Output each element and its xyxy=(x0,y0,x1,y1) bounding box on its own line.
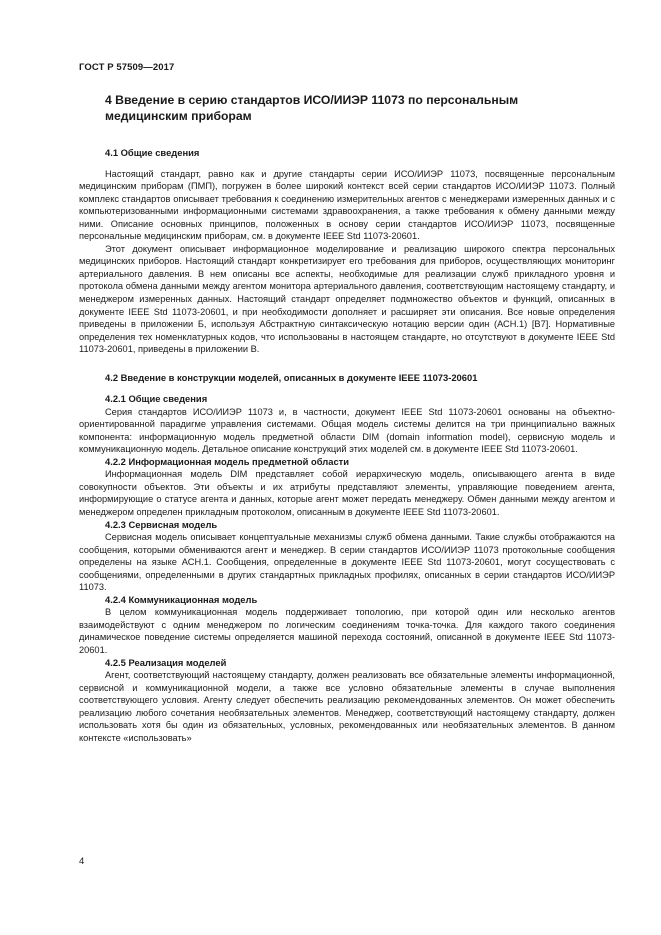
paragraph-4-2-5: Агент, соответствующий настоящему стандарту, должен реализовать все обязательные элементы информационной, сервисной и коммуникационной модели, а также все условно обязательные элементы в случае выполнения соответствующего условия. Агенту следует обеспечить реализацию рекомендованных элементов. Он может обеспечить реализацию любого сочетания необязательных элементов. Менеджер, соответствующий настоящему стандарту, должен использовать хотя бы один из обязательных, условных, рекомендованных или необязательных элементов. В данном контексте «использовать» xyxy=(79,670,615,743)
page-number: 4 xyxy=(79,856,85,867)
heading-4-2-1: 4.2.1 Общие сведения xyxy=(105,393,208,405)
paragraph-4-2-4: В целом коммуникационная модель поддерживает топологию, при которой один или несколько агентов взаимодействуют с одним менеджером по логическим соединениям точка-точка. Для каждого такого соединения динамическое поведение системы определяется машиной перехода состояний, описанной в документе IEEE Std 11073-20601. xyxy=(79,607,615,655)
paragraph-4-2-3: Сервисная модель описывает концептуальные механизмы служб обмена данными. Такие службы отображаются на сообщения, которыми обмениваются агент и менеджер. В серии стандартов ИСО/ИИЭР 11073 протокольные сообщения определены на языке АСН.1. Сообщения, определенные в документе IEEE Std 11073-20601, могут сосуществовать с сообщениями, определенными в других стандартных прикладных профилях, описанных в серии стандартов ИСО/ИИЭР 11073. xyxy=(79,532,615,593)
page-content xyxy=(79,92,615,744)
heading-4-1: 4.1 Общие сведения xyxy=(105,147,200,158)
section-title: 4 Введение в серию стандартов ИСО/ИИЭР 11073 по персональным медицинским приборам xyxy=(105,93,519,123)
heading-4-2-3: 4.2.3 Сервисная модель xyxy=(105,518,218,530)
paragraph-4-2-1: Серия стандартов ИСО/ИИЭР 11073 и, в частности, документ IEEE Std 11073-20601 основаны на объектно-ориентированной парадигме управления системами. Общая модель системы делится на три принципиально важных компонента: информационную модель предметной области DIM (domain information model), сервисную модель и коммуникационную модель. Детальное описание конструкций этих моделей см. в документе IEEE Std 11073-20601. xyxy=(79,406,615,455)
standard-header: ГОСТ Р 57509—2017 xyxy=(79,62,175,73)
paragraph-4-2-2: Информационная модель DIM представляет собой иерархическую модель, описывающего агента в виде совокупности объектов. Эти объекты и их атрибуты представляют элементы, управляющие поведением агента, информирующие о статусе агента и данных, которые агент может передать менеджеру. Обмен данными между агентом и менеджером определен прикладным протоколом, описанным в документе IEEE Std 11073-20601. xyxy=(79,469,615,518)
heading-4-2-2: 4.2.2 Информационная модель предметной области xyxy=(105,455,350,467)
heading-4-2: 4.2 Введение в конструкции моделей, описанных в документе IEEE 11073-20601 xyxy=(105,371,478,383)
heading-4-2-5: 4.2.5 Реализация моделей xyxy=(105,656,227,668)
paragraph-4-1-2: Этот документ описывает информационное моделирование и реализацию широкого спектра персональных медицинских приборов. Настоящий стандарт конкретизирует его требования для приборов, осуществляющих мониторинг артериального давления. В нем описаны все аспекты, необходимые для реализации служб прикладного уровня и протокола обмена данными между агентом монитора артериального давления, соответствующим настоящему стандарту, и менеджером измеренных данных. Настоящий стандарт определяет подмножество объектов и функций, описанных в документе IEEE Std 11073-20601, и при необходимости дополняет и расширяет эти описания. Все новые определения приведены в приложении Б, используя Абстрактную синтаксическую нотацию версии один (АСН.1) [B7]. Нормативные определения тех номенклатурных кодов, что использованы в настоящем стандарте, но отсутствуют в документе IEEE Std 11073-20601, приведены в приложении В. xyxy=(79,243,615,355)
heading-4-2-4: 4.2.4 Коммуникационная модель xyxy=(105,593,258,605)
paragraph-4-1-1: Настоящий стандарт, равно как и другие стандарты серии ИСО/ИИЭР 11073, посвященные персональным медицинским приборам (ПМП), погружен в более широкий контекст всей серии стандартов ИСО/ИИЭР 11073. Полный комплекс стандартов описывает требования к соединению измерительных агентов с менеджерами измеренных данных и с компьютеризованными информационными системами здравоохранения, а также требования к обмену данными между ними. Описание основных принципов, положенных в основу серии стандартов ИСО/ИИЭР 11073, посвященные персональные медицинским приборам, см. в документе IEEE Std 11073-20601. xyxy=(79,168,615,242)
